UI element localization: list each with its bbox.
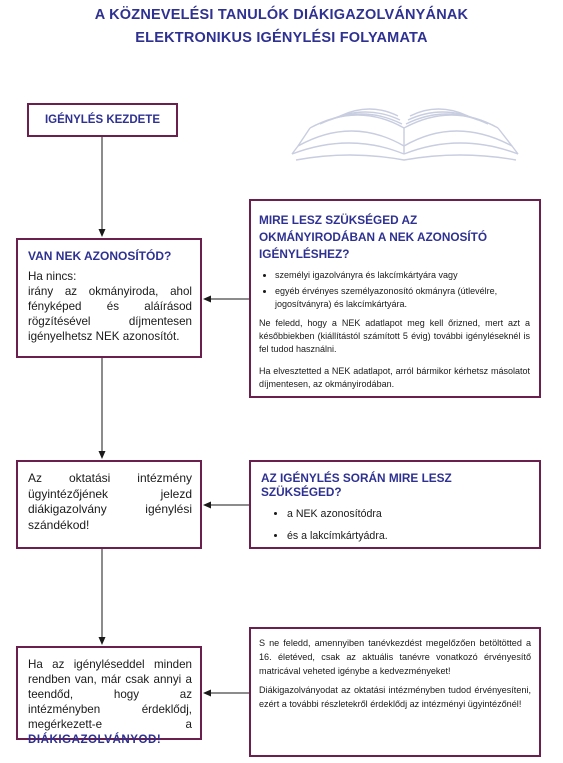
- office-requirements-heading: MIRE LESZ SZÜKSÉGED AZ OKMÁNYIRODÁBAN A NEK AZONOSÍTÓ IGÉNYLÉSHEZ?: [259, 213, 488, 261]
- nek-check-text: irány az okmányiroda, ahol fényképed és aláírásod rögzítésével díjmentesen igényelhetsz NEK azonosítót.: [28, 285, 192, 343]
- office-note-1: Ne feledd, hogy a NEK adatlapot meg kell őrizned, mert azt a későbbiekben (kiállítástól számított 5 évig) további igényléseknél is fel tudod használni.: [259, 318, 530, 354]
- list-item: • személyi igazolványra és lakcímkártyára vagy: [275, 269, 530, 282]
- application-requirements-heading: AZ IGÉNYLÉS SORÁN MIRE LESZ SZÜKSÉGED?: [261, 471, 452, 499]
- start-label: IGÉNYLÉS KEZDETE: [44, 114, 161, 126]
- validation-note-2: Diákigazolványodat az oktatási intézményben tudod érvényesíteni, ezért a további részletekről érdeklődj az intézményi ügyintézőnél!: [259, 684, 531, 709]
- nek-check-heading: VAN NEK AZONOSÍTÓD?: [28, 249, 172, 263]
- title-line-2: ELEKTRONIKUS IGÉNYLÉSI FOLYAMATA: [135, 30, 428, 46]
- final-step-text: Ha az igényléseddel minden rendben van, már csak annyi a teendőd, hogy az intézményben érdeklődj, megérkezett-e a: [28, 658, 192, 731]
- nek-check-line1: Ha nincs:: [28, 270, 77, 283]
- final-step-highlight: DIÁKIGAZOLVÁNYOD!: [28, 733, 162, 746]
- notify-school-text: Az oktatási intézmény ügyintézőjének jelezd diákigazolvány igénylési szándékod!: [28, 471, 192, 532]
- list-item: • és a lakcímkártyádra.: [287, 529, 530, 543]
- office-note-2: Ha elvesztetted a NEK adatlapot, arról bármikor kérhetsz másolatot díjmentesen, az okmányirodában.: [259, 366, 530, 389]
- list-item: • a NEK azonosítódra: [287, 507, 530, 521]
- title-line-1: A KÖZNEVELÉSI TANULÓK DIÁKIGAZOLVÁNYÁNAK: [94, 7, 469, 23]
- validation-note-1: S ne feledd, amennyiben tanévkezdést megelőzően betöltötted a 16. életéved, csak az aktuális tanévre vonatkozó érvényesítő matricával veheted igénybe a kedvezményeket!: [259, 638, 531, 677]
- list-item: • egyéb érvényes személyazonosító okmányra (útlevélre, jogosítványra) és lakcímkártyára.: [275, 285, 530, 311]
